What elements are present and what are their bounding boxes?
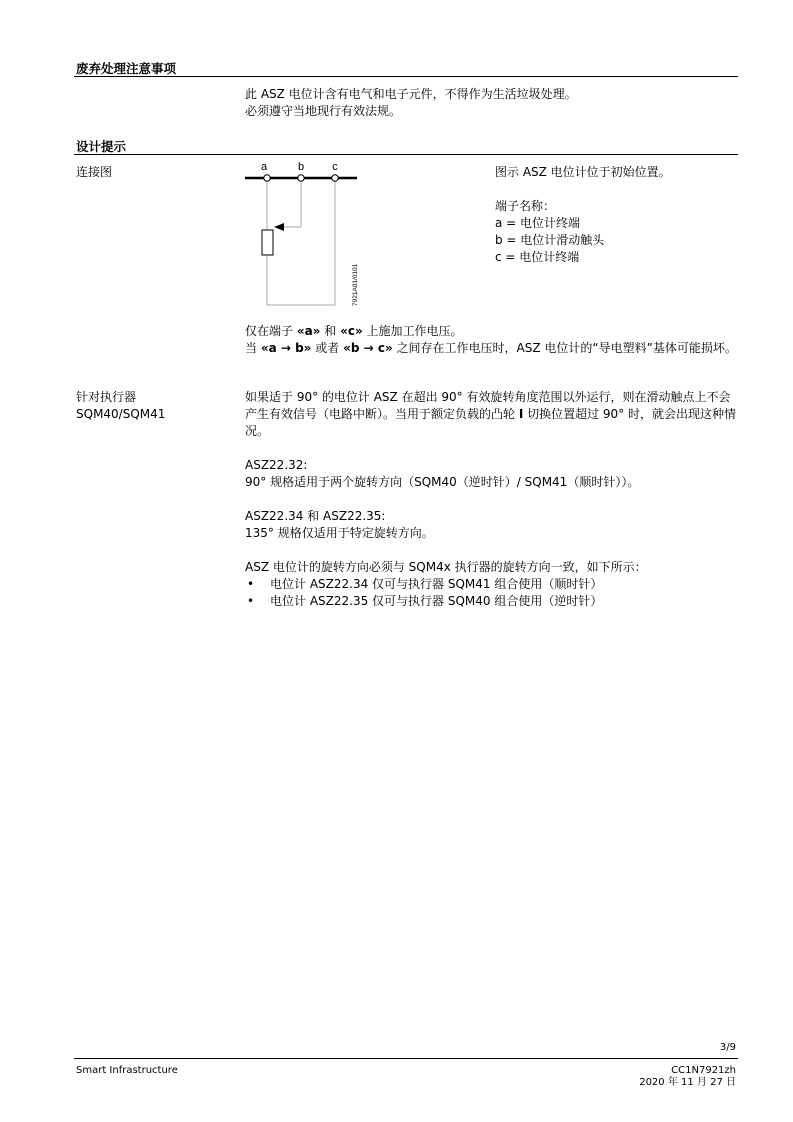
- terminal-b-label: b: [297, 161, 305, 173]
- desc-line: c = 电位计终端: [495, 250, 580, 264]
- connection-diagram: [240, 158, 370, 310]
- para-spacer: [245, 440, 737, 457]
- terminal-ref-c: «c»: [340, 324, 363, 338]
- desc-line: 图示 ASZ 电位计位于初始位置。: [495, 165, 671, 179]
- terminal-a-label: a: [260, 161, 268, 173]
- list-item: • 电位计 ASZ22.34 仅可与执行器 SQM41 组合使用（顺时针）: [245, 576, 737, 593]
- document-date: 2020 年 11 月 27 日: [639, 1077, 736, 1088]
- asz2232-body: 90° 规格适用于两个旋转方向（SQM40（逆时针）/ SQM41（顺时针））。: [245, 475, 640, 489]
- disposal-title: 废弃处理注意事项: [76, 61, 177, 76]
- terminal-b: [298, 175, 304, 181]
- design-divider: [74, 154, 738, 155]
- actuator-para-1: [245, 389, 737, 440]
- terminal-c: [332, 175, 338, 181]
- actuator-label: [76, 389, 165, 423]
- asz2232-heading: ASZ22.32:: [245, 458, 308, 472]
- footer-divider: [74, 1058, 738, 1059]
- list-item: • 电位计 ASZ22.35 仅可与执行器 SQM40 组合使用（逆时针）: [245, 593, 737, 610]
- note-text: 当: [245, 341, 261, 355]
- diagram-code: 7921A01/0101: [352, 263, 359, 306]
- wiper-arrow: [274, 223, 284, 231]
- note-1: [245, 323, 737, 340]
- actuator-label-line: 针对执行器: [76, 390, 137, 404]
- para-text: 如果适于 90° 的电位计 ASZ 在超出 90° 有效旋转角度范围以外运行，则在滑动触点上不会产生有效信号（电路中断）。当用于额定负载的凸轮: [245, 390, 731, 421]
- resistor: [262, 230, 273, 255]
- desc-line: a = 电位计终端: [495, 216, 581, 230]
- design-title: 设计提示: [76, 139, 127, 154]
- rotation-list: [245, 576, 737, 610]
- note-text: 仅在端子: [245, 324, 297, 338]
- rotation-intro: ASZ 电位计的旋转方向必须与 SQM4x 执行器的旋转方向一致，如下所示：: [245, 560, 647, 574]
- terminal-ref-a: «a»: [296, 324, 321, 338]
- connection-label: 连接图: [76, 165, 113, 179]
- disposal-line: 此 ASZ 电位计含有电气和电子元件，不得作为生活垃圾处理。: [245, 87, 577, 101]
- terminal-ref-ab: «a → b»: [260, 341, 312, 355]
- desc-line: b = 电位计滑动触头: [495, 233, 605, 247]
- note-text: 和: [320, 324, 341, 338]
- connection-description: [495, 164, 737, 266]
- note-text: 或者: [311, 341, 344, 355]
- note-text: 之间存在工作电压时，ASZ 电位计的“导电塑料”基体可能损坏。: [392, 341, 737, 355]
- page-number: 3/9: [719, 1042, 736, 1053]
- terminal-a: [264, 175, 270, 181]
- para-spacer: [245, 542, 737, 559]
- disposal-body: [245, 86, 737, 120]
- asz2234-heading: ASZ22.34 和 ASZ22.35:: [245, 509, 386, 523]
- terminal-c-label: c: [332, 161, 338, 173]
- connection-notes: [245, 323, 737, 357]
- terminal-ref-bc: «b → c»: [343, 341, 393, 355]
- document-id: CC1N7921zh: [671, 1065, 736, 1076]
- actuator-label-line: SQM40/SQM41: [76, 407, 166, 421]
- cam-ref: I: [518, 407, 524, 421]
- actuator-body: [245, 389, 737, 610]
- desc-line: 端子名称：: [495, 199, 556, 213]
- para-text: 切换位置超过 90° 时，就会出现这种情况。: [245, 407, 737, 438]
- company-name: Smart Infrastructure: [76, 1065, 178, 1076]
- note-2: [245, 340, 737, 357]
- asz2234-body: 135° 规格仅适用于特定旋转方向。: [245, 526, 434, 540]
- note-text: 上施加工作电压。: [362, 324, 463, 338]
- disposal-divider: [74, 76, 738, 77]
- disposal-line: 必须遵守当地现行有效法规。: [245, 104, 402, 118]
- para-spacer: [245, 491, 737, 508]
- desc-spacer: [495, 181, 737, 198]
